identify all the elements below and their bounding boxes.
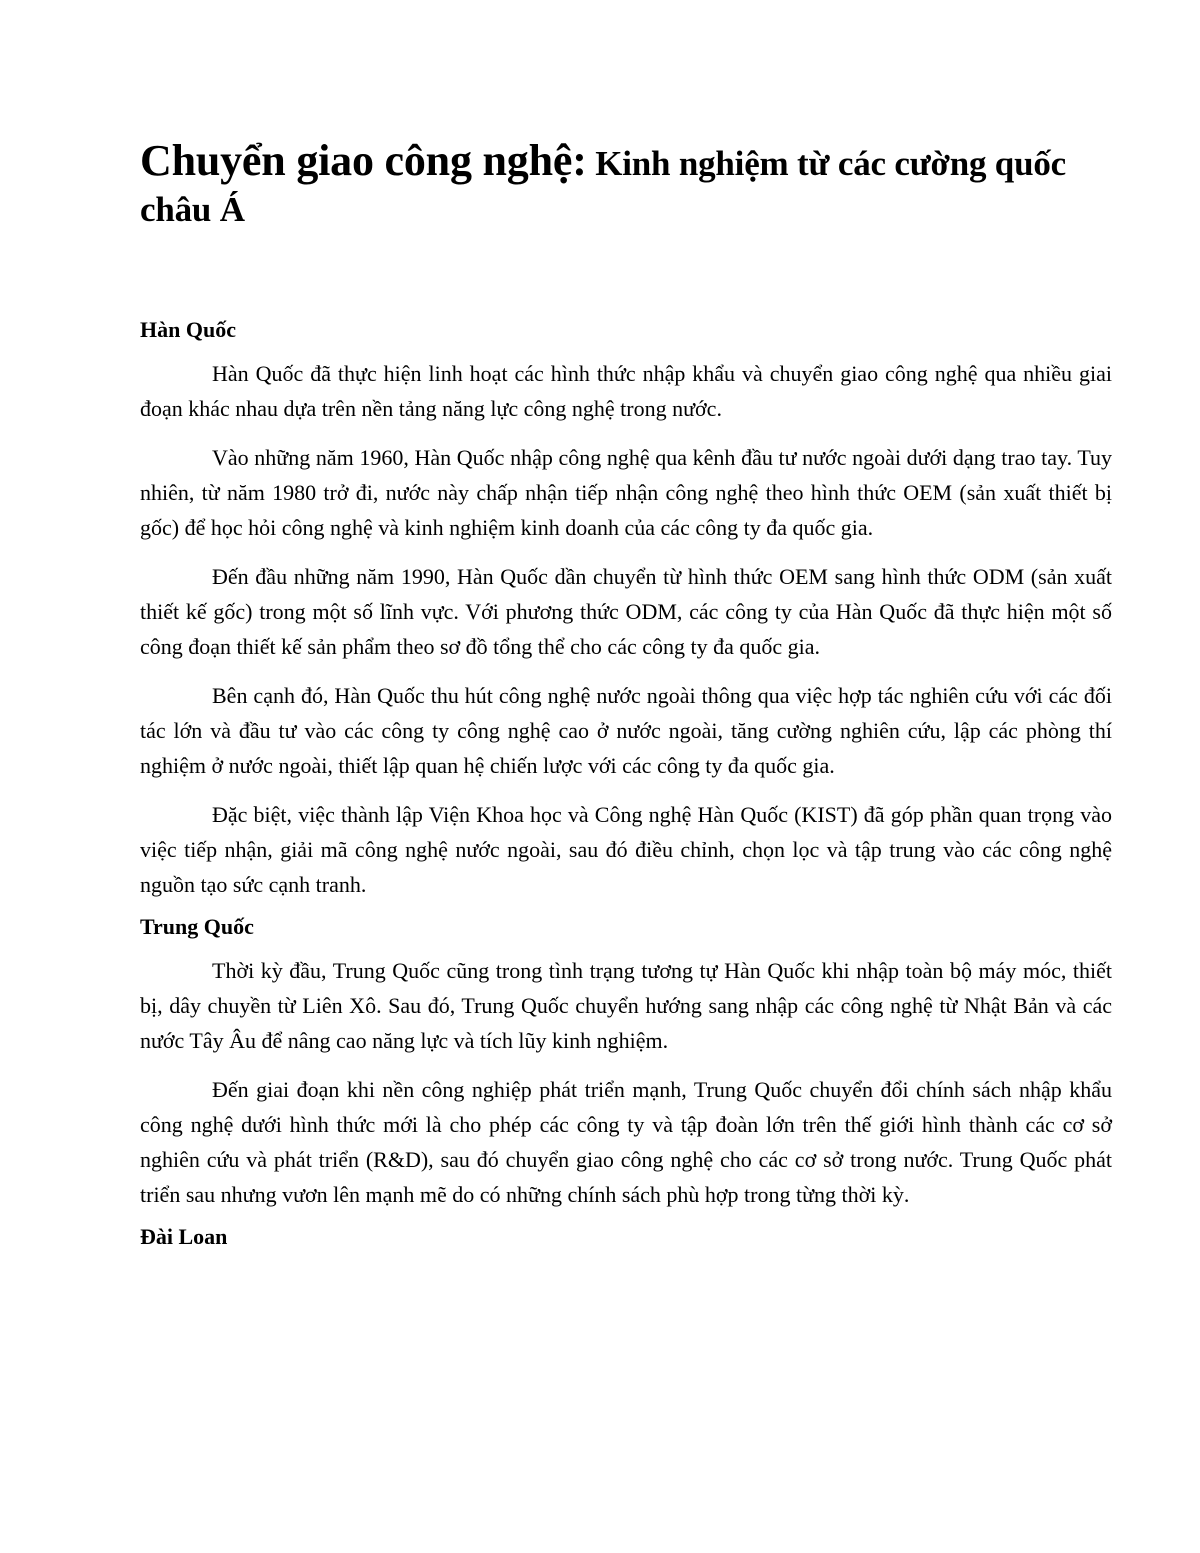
title-subtitle: Kinh nghiệm từ các cường quốc châu Á <box>140 144 1066 229</box>
section-heading: Đài Loan <box>140 1224 228 1249</box>
section-dai-loan <box>140 1222 1112 1252</box>
section-heading: Trung Quốc <box>140 914 254 939</box>
section-heading: Hàn Quốc <box>140 317 236 342</box>
paragraph: Đặc biệt, việc thành lập Viện Khoa học và Công nghệ Hàn Quốc (KIST) đã góp phần quan trọng vào việc tiếp nhận, giải mã công nghệ nước ngoài, sau đó điều chỉnh, chọn lọc và tập trung vào các công nghệ nguồn tạo sức cạnh tranh. <box>140 802 1112 897</box>
paragraph: Đến đầu những năm 1990, Hàn Quốc dần chuyển từ hình thức OEM sang hình thức ODM (sản xuất thiết kế gốc) trong một số lĩnh vực. Với phương thức ODM, các công ty của Hàn Quốc đã thực hiện một số công đoạn thiết kế sản phẩm theo sơ đồ tổng thể cho các công ty đa quốc gia. <box>140 564 1112 659</box>
document-page <box>140 138 1112 1258</box>
title-main: Chuyển giao công nghệ: <box>140 136 587 185</box>
paragraph: Bên cạnh đó, Hàn Quốc thu hút công nghệ nước ngoài thông qua việc hợp tác nghiên cứu với các đối tác lớn và đầu tư vào các công ty công nghệ cao ở nước ngoài, tăng cường nghiên cứu, lập các phòng thí nghiệm ở nước ngoài, thiết lập quan hệ chiến lược với các công ty đa quốc gia. <box>140 683 1112 778</box>
paragraph: Thời kỳ đầu, Trung Quốc cũng trong tình trạng tương tự Hàn Quốc khi nhập toàn bộ máy móc, thiết bị, dây chuyền từ Liên Xô. Sau đó, Trung Quốc chuyển hướng sang nhập các công nghệ từ Nhật Bản và các nước Tây Âu để nâng cao năng lực và tích lũy kinh nghiệm. <box>140 958 1112 1053</box>
paragraph: Vào những năm 1960, Hàn Quốc nhập công nghệ qua kênh đầu tư nước ngoài dưới dạng trao tay. Tuy nhiên, từ năm 1980 trở đi, nước này chấp nhận tiếp nhận công nghệ theo hình thức OEM (sản xuất thiết bị gốc) để học hỏi công nghệ và kinh nghiệm kinh doanh của các công ty đa quốc gia. <box>140 445 1112 540</box>
section-han-quoc <box>140 315 1112 902</box>
paragraph: Hàn Quốc đã thực hiện linh hoạt các hình thức nhập khẩu và chuyển giao công nghệ qua nhiều giai đoạn khác nhau dựa trên nền tảng năng lực công nghệ trong nước. <box>140 361 1112 421</box>
section-trung-quoc <box>140 912 1112 1212</box>
paragraph: Đến giai đoạn khi nền công nghiệp phát triển mạnh, Trung Quốc chuyển đổi chính sách nhập khẩu công nghệ dưới hình thức mới là cho phép các công ty và tập đoàn lớn trên thế giới hình thành các cơ sở nghiên cứu và phát triển (R&D), sau đó chuyển giao công nghệ cho các cơ sở trong nước. Trung Quốc phát triển sau nhưng vươn lên mạnh mẽ do có những chính sách phù hợp trong từng thời kỳ. <box>140 1077 1112 1207</box>
document-title <box>140 138 1112 233</box>
